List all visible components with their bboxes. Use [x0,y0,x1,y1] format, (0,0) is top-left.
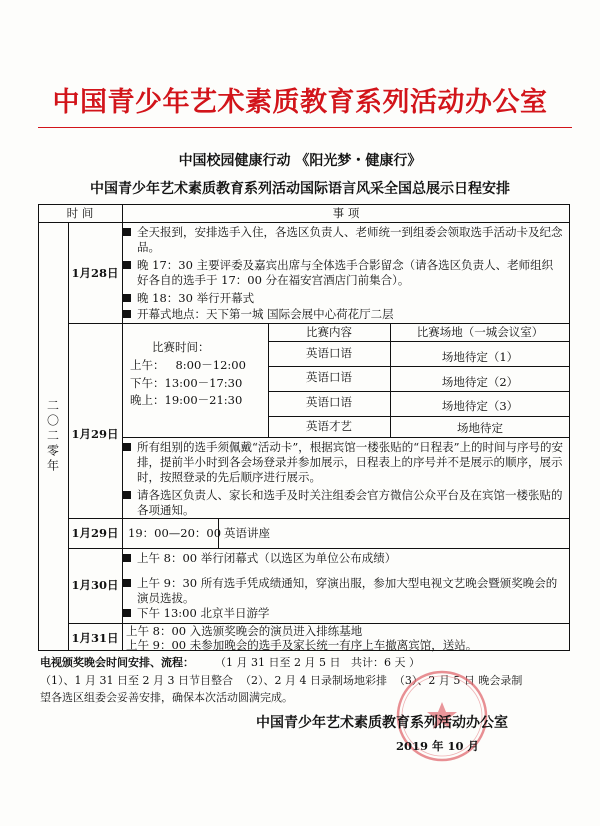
lecture-time: 19：00—20：00 [128,526,222,540]
bullet-square-icon [123,491,131,499]
d1-item-1: 全天报到，安排选手入住，各选区负责人、老师统一到组委会领取选手活动卡及纪念品。 [123,225,563,255]
header-divider [38,127,572,128]
date-jan29-lecture: 1月29日 [71,526,119,540]
comp-time-am: 上午： 8:00－12:00 [130,358,246,372]
date-jan30: 1月30日 [71,578,119,592]
table-rule-day1 [68,323,570,324]
comp-rule-1 [268,341,570,342]
bullet-square-icon [123,579,131,587]
d1-item-2: 晚 17：30 主要评委及嘉宾出席与全体选手合影留念（请各选区负责人、老师组织好各自的选手于 17：00 分在福安宫酒店门前集合）。 [123,258,563,288]
comp-venue-1: 场地待定（1） [441,350,519,364]
gala-schedule-line: （1）、1 月 31 日至 2 月 3 日节目整合 （2）、2 月 4 日录制场地彩排 （3）、2 月 5 日 晚会录制 [40,674,523,687]
header-org-title: 中国青少年艺术素质教育系列活动办公室 [52,87,548,118]
d4-item-1: 上午 8：00 举行闭幕式（以选区为单位公布成绩） [123,551,563,566]
d1-item-3: 晚 18：30 举行开幕式 [123,291,563,306]
comp-rule-2 [268,366,570,367]
d5-line-1: 上午 8：00 入选颁奖晚会的演员进入排练基地 [126,624,363,638]
comp-time-pm: 下午：13:00－17:30 [130,376,243,390]
d1-item-4: 开幕式地点：天下第一城 国际会展中心荷花厅二层 [123,307,563,322]
bullet-square-icon [123,310,131,318]
closing-note: 望各选区组委会妥善安排，确保本次活动圆满完成。 [40,691,293,704]
issue-date: 2019 年 10 月 [396,739,480,753]
subtitle: 中国校园健康行动 《阳光梦・健康行》 [178,153,422,169]
d5-line-2: 上午 9：00 未参加晚会的选手及家长统一有序上车撤离宾馆，送站。 [126,638,478,652]
comp-head-content: 比赛内容 [306,325,352,339]
comp-content-3: 英语口语 [306,395,352,409]
bullet-square-icon [123,294,131,302]
comp-rule-5 [122,437,570,438]
date-jan31: 1月31日 [71,631,119,645]
date-jan29: 1月29日 [71,427,119,441]
bullet-square-icon [123,228,131,236]
d2-item-1: 所有组别的选手须佩戴“活动卡”，根据宾馆一楼张贴的“日程表”上的时间与序号的安排，提前半小时到各会场登录并参加展示，日程表上的序号并不是展示的顺序，展示时，按照登录的先后顺序进行展示。 [123,440,563,485]
date-jan28: 1月28日 [71,266,119,280]
d4-item-3: 下午 13:00 北京半日游学 [123,606,563,621]
comp-content-2: 英语口语 [306,370,352,384]
col-time-header: 时 间 [66,206,94,220]
closing-org-name: 中国青少年艺术素质教育系列活动办公室 [256,715,508,731]
comp-rule-3 [268,391,570,392]
comp-time-label: 比赛时间： [152,340,210,354]
bullet-square-icon [123,443,131,451]
table-rule-day3 [68,548,570,549]
comp-content-4: 英语才艺 [306,419,352,433]
comp-venue-2: 场地待定（2） [441,375,519,389]
bullet-square-icon [123,261,131,269]
comp-head-venue: 比赛场地（一城会议室） [416,325,544,339]
comp-venue-3: 场地待定（3） [441,399,519,413]
gala-schedule-title: 电视颁奖晚会时间安排、流程： [40,656,194,669]
comp-rule-4 [268,416,570,417]
bullet-square-icon [123,554,131,562]
table-rule-day2 [68,518,570,519]
bullet-square-icon [123,609,131,617]
lecture-event: 英语讲座 [224,526,270,540]
comp-time-eve: 晚上：19:00－21:30 [130,393,243,407]
gala-schedule-range: （1 月 31 日至 2 月 5 日 共计：6 天 ） [215,656,420,669]
comp-content-1: 英语口语 [306,346,352,360]
table-rule-header [38,222,570,223]
year-label: 二〇二零年 [45,399,60,474]
year-cell [38,222,68,651]
d4-item-2: 上午 9：30 所有选手凭成绩通知，穿演出服，参加大型电视文艺晚会暨颁奖晚会的演员选拔。 [123,576,563,606]
col-items-header: 事 项 [332,206,360,220]
document-title: 中国青少年艺术素质教育系列活动国际语言风采全国总展示日程安排 [90,181,510,197]
d2-item-2: 请各选区负责人、家长和选手及时关注组委会官方微信公众平台及在宾馆一楼张贴的各项通知。 [123,488,563,518]
comp-venue-4: 场地待定 [457,421,503,435]
